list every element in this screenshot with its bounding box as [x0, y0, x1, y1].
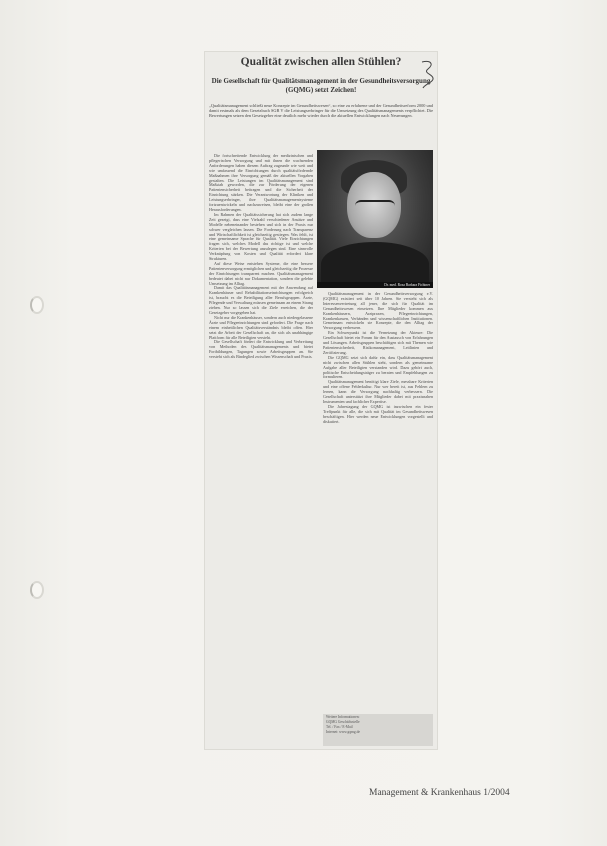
paragraph: Die Gesellschaft fördert die Entwicklung und Verbreitung von Methoden des Qualitätsmanagements und bietet Fortbildungen, Tagungen sowie Arbeitsgruppen an. Sie versteht sich als Bindeglied zwischen Wissenschaft und Praxis. [209, 339, 313, 360]
left-column [209, 154, 313, 746]
portrait-photo [317, 150, 433, 282]
publication-footer: Management & Krankenhaus 1/2004 [369, 788, 510, 798]
contact-info-box [323, 714, 433, 746]
punch-hole [30, 296, 44, 314]
contact-line: Internet: www.gqmg.de [326, 730, 360, 735]
newspaper-clipping [205, 52, 437, 749]
handwritten-mark [419, 58, 437, 92]
paragraph: Ein Schwerpunkt ist die Vernetzung der Akteure: Die Gesellschaft bietet ein Forum für den Austausch von Erfahrungen und Lösungen. Arbeitsgruppen beschäftigen sich mit Themen wie Patientensicherheit, Risikomanagement, Leitlinien und Zertifizierung. [323, 330, 433, 355]
contact-line: GQMG Geschäftsstelle [326, 720, 360, 725]
right-column [323, 292, 433, 710]
contact-line: Weitere Informationen: [326, 715, 360, 719]
contact-line: Tel. / Fax / E-Mail [326, 725, 353, 730]
photo-caption: Dr. med. Rosa Barbara Fichtner [317, 282, 433, 288]
article-title: Qualität zwischen allen Stühlen? [240, 56, 402, 68]
paragraph: Nicht nur die Krankenhäuser, sondern auch niedergelassene Ärzte und Pflegeeinrichtungen sind gefordert. Die Frage nach einem einheitlichen Qualitätsverständnis bleibt offen. Hier setzt die Arbeit der Gesellschaft an, die sich als unabhängige Plattform für alle Beteiligten versteht. [209, 314, 313, 340]
paragraph: Qualitätsmanagement in der Gesundheitsversorgung e.V. (GQMG) existiert seit über 10 Jahren. Sie versteht sich als Interessenvertretung all jener, die sich für Qualität im Gesundheitswesen einsetzen. Ihre Mitglieder kommen aus Krankenhäusern, Arztpraxen, Pflegeeinrichtungen, Krankenkassen, Verbänden und wissenschaftlichen Institutionen. Gemeinsam entwickeln sie Konzepte, die den Alltag der Versorgung verbessern. [323, 292, 433, 331]
paragraph: Die fortschreitende Entwicklung der medizinischen und pflegerischen Versorgung und mit ihnen die wachsenden Anforderungen haben diesem Auftrag zugrunde wie weit und wie umfassend die Einrichtungen durch qualitätsfördernde Maßnahmen ihre Versorgung gemäß der aktuellen Vorgaben gestalten. Die Leistungen im Qualitätsmanagement sind Maßstab geworden, die zur Förderung der eigenen Patientensicherheit beitragen und die Sicherheit der Einrichtung stärken. Die Verantwortung der Kliniken und Leistungserbringer, ihre Qualitätsmanagementsysteme fortzuentwickeln und nachzuweisen, bleibt eine der großen Herausforderungen. [209, 154, 313, 212]
punch-hole [30, 581, 44, 599]
paragraph: Die Jahrestagung der GQMG ist inzwischen ein fester Treffpunkt für alle, die sich mit Qualität im Gesundheitswesen beschäftigen. Hier werden neue Entwicklungen vorgestellt und diskutiert. [323, 403, 433, 424]
paragraph: Damit das Qualitätsmanagement mit der Anwendung auf Krankenhäuser und Rehabilitationseinrichtungen erfolgreich ist, braucht es die Beteiligung aller Berufsgruppen. Ärzte, Pflegende und Verwaltung müssen gemeinsam an einem Strang ziehen. Nur so lassen sich die Ziele erreichen, die der Gesetzgeber vorgegeben hat. [209, 285, 313, 315]
paragraph: Qualitätsmanagement benötigt klare Ziele, messbare Kriterien und eine offene Fehlerkultur. Nur wer bereit ist, aus Fehlern zu lernen, kann die Versorgung nachhaltig verbessern. Die Gesellschaft unterstützt ihre Mitglieder dabei mit praxisnahen Instrumenten und fachlicher Expertise. [323, 379, 433, 404]
article-subtitle: Die Gesellschaft für Qualitätsmanagement in der Gesundheitsversorgung (GQMG) setzt Zeichen! [211, 77, 431, 94]
paragraph: Die GQMG setzt sich dafür ein, dass Qualitätsmanagement nicht zwischen allen Stühlen steht, sondern als gemeinsame Aufgabe aller Beteiligten verstanden wird. Dazu gehört auch, politische Entscheidungsträger zu beraten und Empfehlungen zu formulieren. [323, 354, 433, 380]
paragraph: Im Rahmen der Qualitätssicherung hat sich zudem lange Zeit gezeigt, dass eine Vielzahl verschiedener Ansätze und Modelle nebeneinander bestehen und sich in der Praxis nur schwer vergleichen lassen. Die Forderung nach Transparenz und Wirtschaftlichkeit ist gleichzeitig gestiegen. Was fehlt, ist eine gemeinsame Sprache für Qualität. Viele Einrichtungen fragen sich, welches Modell das richtige ist und welche Kriterien bei der Bewertung anzulegen sind. Eine sinnvolle Verknüpfung von Kosten und Qualität erfordert klare Strukturen. [209, 211, 313, 262]
article-intro: „Qualitätsmanagement schließt neue Konzepte im Gesundheitswesen“, so eine zu erfahrene und der Gesundheitsreform 2000 und damit erstmals als dem Gesetzbuch SGB V die Leistungserbringer für die Umsetzung des Qualitätsmanagements verpflichtet. Die Bewertungen setzen den Gesetzgeber eine deutlich mehr wieder durch die aktuellen Entwicklungen nach Neuerungen. [209, 103, 433, 119]
paragraph: Auf diese Weise entstehen Systeme, die eine bessere Patientenversorgung ermöglichen und gleichzeitig die Prozesse der Einrichtungen transparent machen. Qualitätsmanagement bedeutet dabei nicht nur Dokumentation, sondern die gelebte Umsetzung im Alltag. [209, 260, 313, 286]
